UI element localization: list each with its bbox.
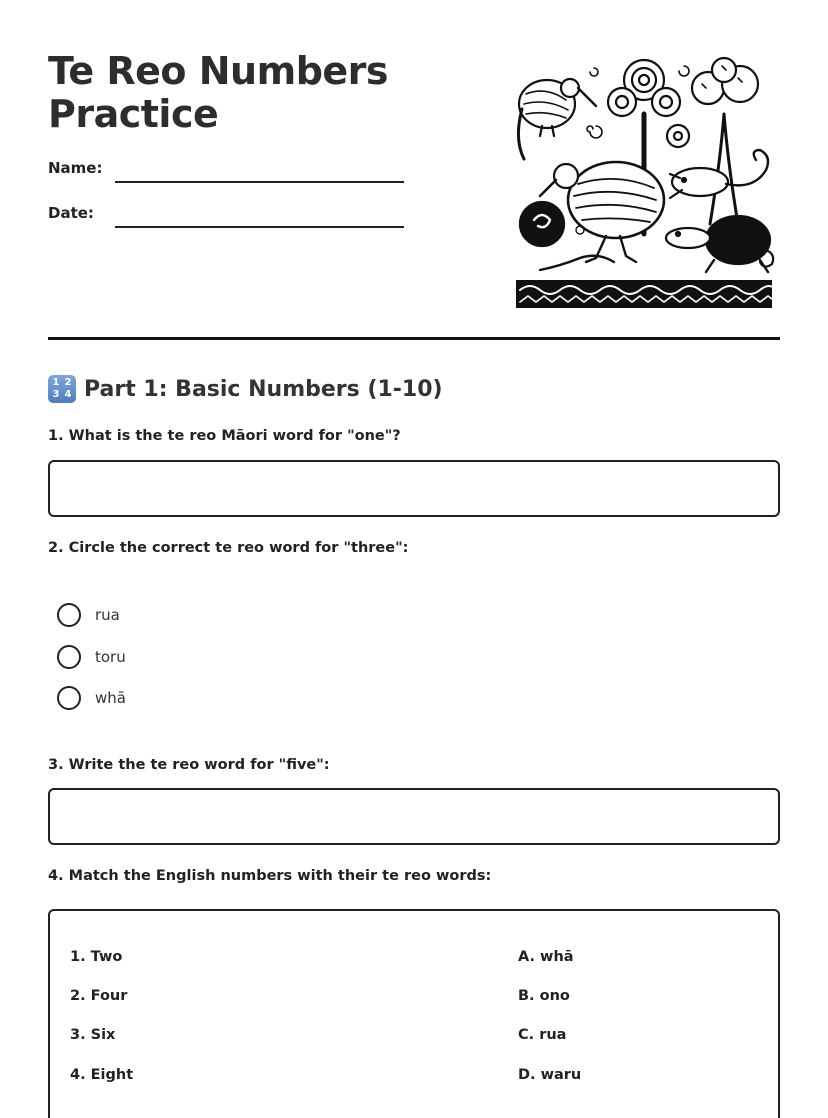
match-right-item: C. rua <box>518 1027 567 1043</box>
match-right-item: B. ono <box>518 988 570 1004</box>
small-kiwi-bird-drawing <box>518 79 596 159</box>
option-wha[interactable] <box>57 686 126 710</box>
answer-box-3[interactable] <box>48 788 780 845</box>
header-divider <box>48 337 780 340</box>
section-heading-text: Part 1: Basic Numbers (1-10) <box>84 376 443 402</box>
question-4: 4. Match the English numbers with their te reo words: <box>48 868 492 884</box>
date-label: Date: <box>48 204 94 222</box>
page-title: Te Reo Numbers Practice <box>48 49 389 136</box>
match-right-item: A. whā <box>518 949 574 965</box>
match-left-item: 1. Two <box>70 949 123 965</box>
matching-box <box>48 909 780 1118</box>
option-rua[interactable] <box>57 603 120 627</box>
radio-circle[interactable] <box>57 603 81 627</box>
question-1: 1. What is the te reo Māori word for "one"? <box>48 428 401 444</box>
radio-circle[interactable] <box>57 645 81 669</box>
section-heading <box>48 374 443 404</box>
option-toru[interactable] <box>57 645 126 669</box>
maori-fauna-illustration <box>512 54 776 314</box>
answer-box-1[interactable] <box>48 460 780 517</box>
tuatara-drawing <box>666 216 773 272</box>
input-numbers-icon: 1 2 3 4 <box>48 375 76 403</box>
option-label: whā <box>95 689 126 707</box>
radio-circle[interactable] <box>57 686 81 710</box>
tukutuku-border-pattern <box>516 280 776 308</box>
option-label: rua <box>95 606 120 624</box>
question-2: 2. Circle the correct te reo word for "three": <box>48 540 409 556</box>
question-3: 3. Write the te reo word for "five": <box>48 757 330 773</box>
name-label: Name: <box>48 159 103 177</box>
option-label: toru <box>95 648 126 666</box>
date-field-line[interactable] <box>115 226 404 228</box>
match-left-item: 4. Eight <box>70 1067 134 1083</box>
match-right-item: D. waru <box>518 1067 582 1083</box>
name-field-line[interactable] <box>115 181 404 183</box>
pohutukawa-tree-drawing <box>692 58 758 224</box>
match-left-item: 2. Four <box>70 988 128 1004</box>
match-left-item: 3. Six <box>70 1027 116 1043</box>
